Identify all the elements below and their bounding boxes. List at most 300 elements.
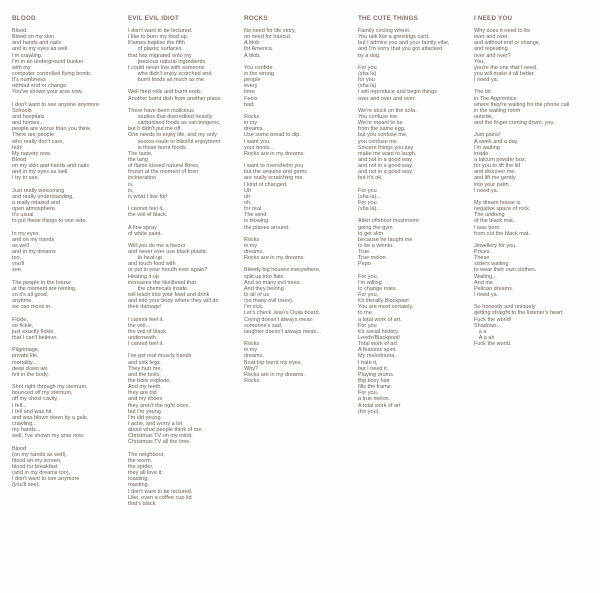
poem-line: but I admire you and your family vibe, bbox=[358, 40, 450, 47]
poem-line: blood for breakfast bbox=[12, 463, 58, 470]
poem-line: For you, bbox=[358, 273, 379, 280]
poem-line: getting straight to the listener's heart. bbox=[474, 310, 565, 317]
poem-line: in my bbox=[244, 120, 258, 127]
poem-line: I'm old young. bbox=[128, 414, 163, 421]
poem-line: toasting, bbox=[128, 476, 149, 483]
poem-line: no need for haircut. bbox=[244, 34, 292, 41]
poem-line: Use some bread to dip. bbox=[244, 132, 301, 139]
poem-line: and the finger coming down: you. bbox=[474, 120, 556, 127]
poem-line: Just really welcoming bbox=[12, 187, 65, 194]
poem-line: (sha la) bbox=[358, 70, 377, 77]
poem-line: to be a winner. bbox=[358, 242, 394, 249]
poem-line: time. bbox=[244, 89, 256, 96]
poem-line: they all love it: bbox=[128, 470, 163, 477]
poem-line: I'm crawling. bbox=[12, 52, 43, 59]
poem-line: the worm, bbox=[128, 457, 153, 464]
poem-line: about what people think of me. bbox=[128, 427, 203, 434]
poem-line: someone's sad, bbox=[244, 322, 283, 329]
poem-line: and in my eyes as well. bbox=[12, 169, 69, 176]
poem-line: and my shoes bbox=[128, 396, 163, 403]
poem-line: A blob bbox=[244, 40, 260, 47]
poem-line: You talk like a greetings card, bbox=[358, 34, 430, 41]
poem-line: that has migrated onto my bbox=[128, 52, 192, 59]
poem-line: in my bbox=[244, 347, 258, 354]
poem-line: a really relaxed and bbox=[12, 199, 61, 206]
poem-line: Sincere things you say bbox=[358, 144, 414, 151]
poem-line: so it's all good, bbox=[12, 292, 49, 299]
poem-line: I was born bbox=[474, 224, 500, 231]
poem-line: on my skin and hands and nails bbox=[12, 163, 90, 170]
poem-line: You are most certainly, bbox=[358, 304, 414, 311]
poem-line: without end or change. bbox=[12, 83, 68, 90]
poem-line: Just pains! bbox=[474, 132, 501, 139]
poem-title: THE CUTE THINGS bbox=[358, 15, 419, 22]
poem-line: I will reproduce and begin things bbox=[358, 89, 437, 96]
poem-line: So honestly and uniquely bbox=[474, 304, 536, 311]
poem-line: blood on my screen, bbox=[12, 457, 62, 464]
poem-line: There have been malicious bbox=[128, 107, 195, 114]
poem-line: and hands and nails bbox=[12, 40, 62, 47]
poem-line: their damage! bbox=[128, 304, 162, 311]
poem-line: and repeating bbox=[474, 46, 508, 53]
poem-line: or put in your mouth ever again? bbox=[128, 267, 208, 274]
poem-line: Christmas TV all the time. bbox=[128, 439, 191, 446]
poem-line: but I'm young. bbox=[128, 408, 163, 415]
poem-line: carbonised foods as carcinogenic, bbox=[137, 120, 221, 127]
poem-line: Playing drums. bbox=[358, 371, 395, 378]
poem-line: to heat up bbox=[137, 255, 163, 262]
poem-title: EVIL EVIL IDIOT bbox=[128, 15, 180, 22]
poem-line: I like to burn my food up. bbox=[128, 34, 189, 41]
poem-line: Shot right through my sternum, bbox=[12, 384, 88, 391]
poem-line: at the moment are renting, bbox=[12, 285, 77, 292]
poem-line: I don't want to see anyone anymore. bbox=[12, 101, 101, 108]
poem-line: open atmosphere. bbox=[12, 206, 57, 213]
poem-line: in my bbox=[244, 242, 258, 249]
poem-line: the boils explode. bbox=[128, 378, 171, 385]
poem-line: Flames baptise the fifth bbox=[128, 40, 185, 47]
poem-line: The taste, bbox=[128, 150, 153, 157]
poem-line: You, bbox=[474, 58, 485, 65]
poem-line: people are worse than you think. bbox=[12, 126, 92, 133]
poem-line: Blood bbox=[12, 445, 27, 452]
poem-line: just exactly fickle, bbox=[12, 328, 55, 335]
poem-line: Another burnt dish from another place. bbox=[128, 95, 222, 102]
poem-line: that I can't believe. bbox=[12, 335, 58, 342]
poem-line: (sha la)... bbox=[358, 206, 381, 213]
poem-line: A week and a day. bbox=[474, 138, 519, 145]
poem-line: I've got real muscly hands bbox=[128, 353, 192, 360]
poem-line: Family circling wheel. bbox=[358, 28, 411, 34]
poem-line: And they belong bbox=[244, 285, 284, 292]
poem-line: you're the one that I need, bbox=[474, 64, 538, 71]
poem-line: you will make it all better. bbox=[474, 70, 536, 77]
poem-line: huh! bbox=[12, 144, 23, 151]
poem-line: Rocks. bbox=[244, 378, 261, 385]
poem-line: a a bbox=[478, 328, 487, 335]
poem-line: Rocks bbox=[244, 113, 260, 120]
poem-line: is those burnt foods. bbox=[137, 144, 188, 151]
poem-line: and lift me gently bbox=[474, 175, 516, 182]
poem-line: and really understanding, bbox=[12, 193, 74, 200]
poem-lines bbox=[244, 28, 359, 384]
poem-line: who really don't care, bbox=[12, 138, 64, 145]
poem-line: And so many evil trees. bbox=[244, 279, 302, 286]
poem-line: For you bbox=[358, 64, 377, 71]
poem-line: is, bbox=[128, 181, 134, 188]
poem-line: Schools bbox=[12, 107, 32, 114]
poem-line: I hate it, bbox=[358, 359, 378, 366]
poem-line: computer controlled flying bomb. bbox=[12, 70, 92, 77]
poem-column bbox=[358, 15, 476, 415]
poem-line: and into your body where they will do bbox=[128, 298, 219, 305]
poem-line: the chemicals inside bbox=[137, 285, 188, 292]
poem-line: of white paint. bbox=[128, 230, 162, 237]
poem-column bbox=[474, 15, 596, 347]
poem-line: (for you). bbox=[358, 408, 381, 415]
poem-line: Pilgrimage, bbox=[12, 347, 40, 354]
poem-line: I'm sick. bbox=[244, 304, 264, 311]
poem-line: but the sequins and gems bbox=[244, 169, 307, 176]
poem-line: bad. bbox=[244, 101, 255, 108]
poem-line: a true melon. bbox=[358, 396, 391, 403]
poem-line: the planes around. bbox=[244, 224, 290, 231]
poem-line: For you bbox=[358, 199, 377, 206]
poem-line: dreams. bbox=[244, 249, 264, 256]
poem-line: I need ya. bbox=[474, 77, 499, 84]
poem-line: in the waiting room bbox=[474, 107, 521, 114]
poem-line: and the boils, bbox=[128, 371, 161, 378]
poem-line: because he taught me bbox=[358, 236, 413, 243]
poem-line: I don't want to see anymore bbox=[12, 476, 80, 483]
poem-line: too, bbox=[12, 255, 22, 262]
poem-line: negative space of rock. bbox=[474, 206, 531, 213]
poem-line: (on my hands as well), bbox=[12, 451, 68, 458]
poem-line: split up into flats. bbox=[244, 273, 285, 280]
poem-line: These bbox=[474, 255, 490, 262]
poem-line: Pepo. bbox=[358, 261, 373, 268]
poem-column bbox=[244, 15, 359, 384]
poem-line: The bit bbox=[474, 89, 491, 96]
poem-line: Rocks are in my dreams. bbox=[244, 371, 305, 378]
poem-line: burnt foods as much as me. bbox=[137, 77, 206, 84]
poem-line: and never ever use black plastic bbox=[128, 249, 207, 256]
poem-line: Rocks bbox=[244, 236, 260, 243]
poem-line: you'll bbox=[12, 261, 25, 268]
poem-line: The wind bbox=[244, 212, 267, 219]
poem-lines bbox=[358, 28, 476, 415]
poem-line: You confide bbox=[244, 64, 273, 71]
poem-line: A fearless spirit. bbox=[358, 347, 397, 354]
poem-line: and hospitals bbox=[12, 113, 45, 120]
poem-title: ROCKS bbox=[244, 15, 268, 22]
poem-line: I cannot feel it, bbox=[128, 206, 164, 213]
poem-line: bounced off my sternum, bbox=[12, 390, 73, 397]
poem-line: True. bbox=[358, 249, 371, 256]
poem-line: I fell... bbox=[12, 402, 27, 409]
poem-lines bbox=[128, 28, 243, 507]
poem-line: are really scratching me. bbox=[244, 175, 304, 182]
poem-line: to me, bbox=[358, 310, 374, 317]
poem-line: see. bbox=[12, 267, 23, 274]
poem-line: you confuse me. bbox=[358, 138, 399, 145]
poem-line: deep down we bbox=[12, 365, 48, 372]
poem-line: Crying doesn't always mean bbox=[244, 316, 313, 323]
poem-line: For you bbox=[358, 187, 377, 194]
poem-line: but it didn't put me off. bbox=[128, 126, 182, 133]
poem-line: For you bbox=[358, 322, 377, 329]
poem-line: Blood on my skin bbox=[12, 34, 54, 41]
poem-line: for you to lift the lid bbox=[474, 163, 521, 170]
poem-line: Jewellery for you. bbox=[474, 242, 517, 249]
poem-line: Prices. bbox=[474, 249, 491, 256]
poem-line: Boat trip burnt my eyes. bbox=[244, 359, 303, 366]
poem-line: and homes... bbox=[12, 120, 44, 127]
poem-line: In my eyes bbox=[12, 230, 39, 237]
poem-line: that's black. bbox=[128, 500, 157, 507]
poem-line: and I'm sorry that you got attacked bbox=[358, 46, 443, 53]
poem-line: the spider, bbox=[128, 463, 154, 470]
poem-line: they are old bbox=[128, 390, 157, 397]
poem-line: Christmas TV on my mind. bbox=[128, 433, 193, 440]
poem-line: Will you do me a favour bbox=[128, 242, 186, 249]
poem-line: off my chest cavity, bbox=[12, 396, 59, 403]
poem-line: make me want to laugh, bbox=[358, 150, 417, 157]
poem-line: I don't want to be lectured. bbox=[128, 488, 193, 495]
poem-line: You've shown your arse now. bbox=[12, 89, 83, 96]
poem-line: is, bbox=[128, 187, 134, 194]
poem-line: and was blown down by a gale, bbox=[12, 414, 89, 421]
poem-line: dreams. bbox=[244, 126, 264, 133]
poem-line: Leeds/Blackpool/ bbox=[358, 335, 400, 342]
poem-line: but you confuse me, bbox=[358, 132, 408, 139]
poem-title: I NEED YOU bbox=[474, 15, 513, 22]
poem-line: every bbox=[244, 83, 258, 90]
poem-line: No need for life story, bbox=[244, 28, 296, 34]
poem-line: I need ya. bbox=[474, 292, 499, 299]
poem-line: A fine spray bbox=[128, 224, 157, 231]
poem-line: to get slim bbox=[358, 230, 384, 237]
poem-line: Uh bbox=[244, 187, 252, 194]
poem-line: A a ah bbox=[478, 335, 495, 342]
poem-line: the veil... bbox=[128, 322, 151, 329]
poem-column bbox=[128, 15, 243, 507]
poem-line: in The Apprentice bbox=[474, 95, 517, 102]
poem-line: (sha la) bbox=[358, 83, 377, 90]
poem-column bbox=[12, 15, 122, 489]
poem-line: I cannot feel it. bbox=[128, 341, 164, 348]
poem-line: Pelican dreams. bbox=[474, 285, 514, 292]
poem-line: It's numbness bbox=[12, 77, 46, 84]
poem-line: from the same egg, bbox=[358, 126, 406, 133]
poem-line: True melon. bbox=[358, 255, 388, 262]
poem-line: to wear their own clothes. bbox=[474, 267, 537, 274]
poem-line: sisters waiting bbox=[474, 261, 509, 268]
poem-line: I'm in an underground bunker bbox=[12, 58, 84, 65]
poem-line: people bbox=[244, 77, 261, 84]
poem-line: dreams. bbox=[244, 353, 264, 360]
poem-line: your boots... bbox=[244, 144, 275, 151]
poem-line: Rocks are in my dreams. bbox=[244, 255, 305, 262]
poem-line: will leach into your food and drink bbox=[128, 292, 210, 299]
poem-line: A total work of art bbox=[358, 402, 401, 409]
poem-lines bbox=[474, 28, 596, 347]
poem-line: (and in my dreams too), bbox=[12, 470, 71, 477]
poem-line: Fickle, bbox=[12, 316, 28, 323]
poem-line: of the black mat. bbox=[474, 218, 515, 225]
poem-line: Waiting... bbox=[474, 273, 497, 280]
poem-line: I'm willing bbox=[358, 279, 382, 286]
poem-line: by a dog. bbox=[358, 52, 381, 59]
poem-line: Shadows... bbox=[474, 322, 502, 329]
poem-line: It's usual bbox=[12, 212, 34, 219]
poem-line: crawling... bbox=[12, 421, 37, 427]
poem-line: and without end or change, bbox=[474, 40, 541, 47]
poem-line: mortality... bbox=[12, 359, 37, 366]
poem-line: Big boxy hair bbox=[358, 378, 390, 385]
poem-line: access route to blissful enjoyment bbox=[137, 138, 221, 145]
poem-line: My dream house is bbox=[474, 199, 521, 206]
poem-line: the tang bbox=[128, 156, 148, 163]
poem-line: and not in a good way, bbox=[358, 163, 413, 170]
poem-line: (so many evil trees). bbox=[244, 298, 294, 305]
poem-lines bbox=[12, 28, 122, 489]
poem-line: over and over, bbox=[474, 34, 509, 41]
poem-line: I need ya. bbox=[474, 187, 499, 194]
poem-line: I want you, bbox=[244, 138, 271, 145]
poem-line: and in my eyes as well. bbox=[12, 46, 69, 53]
poem-line: precious natural ingredients. bbox=[137, 58, 207, 65]
poem-line: as well bbox=[12, 242, 29, 249]
poem-line: to change roles. bbox=[358, 285, 398, 292]
poem-line: One needs to enjoy life, and my only bbox=[128, 132, 217, 139]
poem-line: You confuse me. bbox=[358, 113, 399, 120]
poem-line: and not in a good way, bbox=[358, 169, 413, 176]
poem-line: Let's check Jean's Ouija board. bbox=[244, 310, 321, 317]
poem-line: And my teeth bbox=[128, 384, 161, 391]
poem-line: going the gym bbox=[358, 224, 393, 231]
poem-line: I try to see. bbox=[12, 175, 40, 182]
poem-line: There are people bbox=[12, 132, 54, 139]
poem-line: I fell and was hit bbox=[12, 408, 52, 415]
poem-line: where they're waiting for the phone call bbox=[474, 101, 570, 108]
poem-line: it's literally Blackpool. bbox=[358, 298, 411, 305]
poem-line: A blob. bbox=[244, 52, 261, 59]
poem-line: they aren't the right ones, bbox=[128, 402, 190, 409]
poem-line: inside bbox=[474, 150, 489, 157]
poem-line: and touch food with bbox=[128, 261, 176, 268]
poem-line: for real. bbox=[244, 206, 263, 213]
poem-line: Why? bbox=[244, 365, 259, 372]
poem-line: and not in a good way, bbox=[358, 156, 413, 163]
poem-line: over and over? bbox=[474, 52, 511, 59]
poem-line: Heating it up bbox=[128, 273, 159, 280]
poem-line: outside, bbox=[474, 113, 494, 120]
poem-line: it's social history. bbox=[358, 328, 399, 335]
poem-line: My melodrama. bbox=[358, 353, 396, 360]
poem-line: from out the black mat. bbox=[474, 230, 530, 237]
poem-line: We're meant to be bbox=[358, 120, 403, 127]
poem-line: and on my hands bbox=[12, 236, 55, 243]
poem-line: Feels bbox=[244, 95, 258, 102]
poem-line: frozen at the moment of their bbox=[128, 169, 199, 176]
poem-line: I could never live with someone bbox=[128, 64, 205, 71]
poem-line: I'm waiting bbox=[474, 144, 500, 151]
poem-line: The neighbour, bbox=[128, 451, 165, 458]
poem-line: so fickle, bbox=[12, 322, 34, 329]
poem-line: Rocks bbox=[244, 341, 260, 348]
poem-line: Rocks are in my dreams. bbox=[244, 150, 305, 157]
poem-line: and discover me, bbox=[474, 169, 516, 176]
poem-line: We're stuck on the sofa. bbox=[358, 107, 417, 114]
poem-line: and in my dreams bbox=[12, 249, 56, 256]
poem-line: to all of us bbox=[244, 292, 270, 299]
poem-line: I want to overwhelm you bbox=[244, 163, 304, 170]
poem-line: but it's ok. bbox=[358, 175, 383, 182]
poem-line: For you, bbox=[358, 390, 379, 397]
poem-line: laughter doesn't always mean... bbox=[244, 328, 322, 335]
poem-line: I don't want to be lectured. bbox=[128, 28, 193, 34]
poem-line: a talcum powder box, bbox=[474, 156, 527, 163]
poem-line: I ache, and worry a lot bbox=[128, 421, 183, 427]
poem-line: with my bbox=[12, 64, 31, 71]
poem-line: Blood. bbox=[12, 28, 28, 34]
poem-title: BLOOD bbox=[12, 15, 36, 22]
poem-line: increases the likelihood that bbox=[128, 279, 196, 286]
poem-line: well, I've shown my arse now. bbox=[12, 433, 85, 440]
poem-line: private life, bbox=[12, 353, 39, 360]
poem-line: we can move in. bbox=[12, 304, 52, 311]
poem-line: The people in the house bbox=[12, 279, 72, 286]
poem-line: Total work of art. bbox=[358, 341, 399, 348]
poem-line: I kind of changed. bbox=[244, 181, 288, 188]
poem-line: I cannot feel it, bbox=[128, 316, 164, 323]
poem-line: Alien offshoot mushroom bbox=[358, 218, 419, 225]
poem-line: Why does it need to be bbox=[474, 28, 531, 34]
poem-line: For you, bbox=[358, 292, 379, 299]
poem-line: the veil of black bbox=[128, 328, 166, 335]
poem-line: (you'll see). bbox=[12, 482, 40, 489]
poem-line: roasting. bbox=[128, 482, 150, 489]
poem-line: but I need it. bbox=[358, 365, 389, 372]
poem-line: Bloody big houses everywhere, bbox=[244, 267, 321, 274]
poem-line: of flame kissed natural fibres, bbox=[128, 163, 200, 170]
poem-line: to put these things to one side. bbox=[12, 218, 87, 225]
poem-line: who didn't enjoy scorched and bbox=[137, 70, 212, 77]
poem-line: Fuck the world! bbox=[474, 316, 512, 323]
poem-line: is blowing bbox=[244, 218, 269, 225]
poem-line: incineration bbox=[128, 175, 157, 182]
poem-line: fills the frame. bbox=[358, 384, 393, 391]
poem-line: into your palm. bbox=[474, 181, 511, 188]
poem-line: a total work of art. bbox=[358, 316, 402, 323]
poem-line: The undoing bbox=[474, 212, 505, 219]
poem-line: the veil of black. bbox=[128, 212, 168, 219]
poem-line: underneath. bbox=[128, 335, 158, 342]
poem-line: Well fired rolls and burnt ends. bbox=[128, 89, 203, 96]
poem-line: my hands... bbox=[12, 427, 41, 434]
poem-line: Blood bbox=[12, 156, 27, 163]
poem-line: of plastic surfaces bbox=[137, 46, 182, 53]
poem-line: And me. bbox=[474, 279, 495, 286]
poem-line: They hurt me, bbox=[128, 365, 162, 372]
poem-line: Fuck the world. bbox=[474, 341, 512, 348]
poem-line: My naivety now. bbox=[12, 150, 52, 157]
poem-line: over and over and over. bbox=[358, 95, 416, 102]
poem-line: for you bbox=[358, 77, 375, 84]
poem-line: is what I live for! bbox=[128, 193, 168, 200]
poem-line: studies that discredited heavily bbox=[137, 113, 213, 120]
